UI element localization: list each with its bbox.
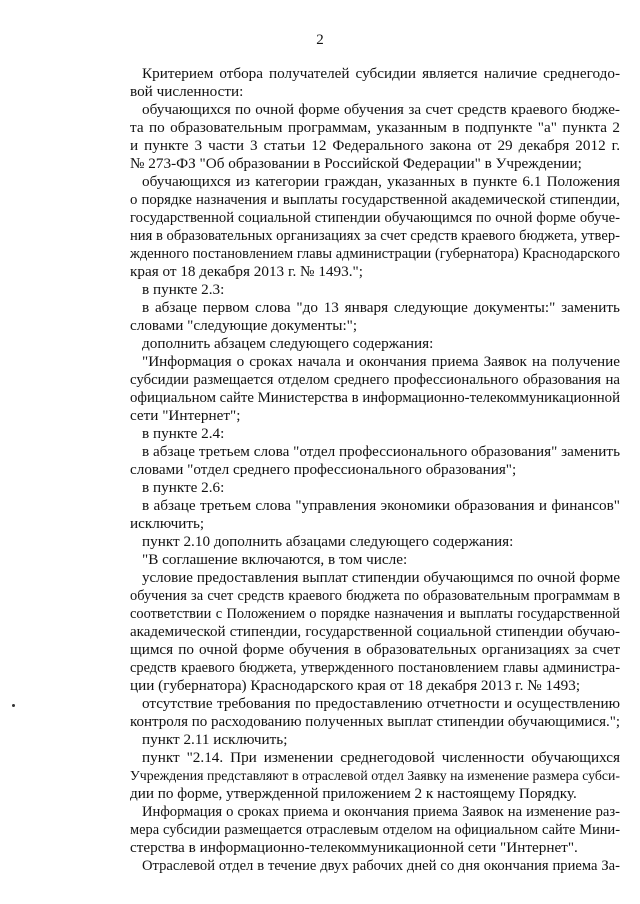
text-line: мера субсидии размещается отраслевым отделом на официальном сайте Мини- xyxy=(130,822,620,838)
text-line: словами "отдел среднего профессионального образования"; xyxy=(130,461,517,478)
text-line: дополнить абзацем следующего содержания: xyxy=(142,335,434,352)
text-line: исключить; xyxy=(130,515,205,532)
text-line: обучающихся по очной форме обучения за счет средств краевого бюдже- xyxy=(142,101,620,118)
text-line: обучения за счет средств краевого бюджета по образовательным программам в xyxy=(130,588,620,604)
page-number: 2 xyxy=(316,32,324,48)
text-line: пункт 2.10 дополнить абзацами следующего содержания: xyxy=(142,533,514,550)
text-line: Критерием отбора получателей субсидии является наличие среднегодо- xyxy=(142,65,620,82)
text-line: Информация о сроках приема и окончания приема Заявок на изменение раз- xyxy=(142,804,620,820)
text-line: средств краевого бюджета, утвержденного постановлением главы администра- xyxy=(130,660,620,676)
text-line: края от 18 декабря 2013 г. № 1493."; xyxy=(130,263,363,280)
text-line: соответствии с Положением о порядке назначения и выплаты государственной xyxy=(130,606,620,622)
text-line: № 273-ФЗ "Об образовании в Российской Федерации" в Учреждении; xyxy=(130,155,582,172)
text-line: жденного постановлением главы администрации (губернатора) Краснодарского xyxy=(130,246,620,262)
text-line: в пункте 2.4: xyxy=(142,425,225,442)
text-line: Учреждения представляют в отраслевой отдел Заявку на изменение размера субси- xyxy=(130,768,620,783)
text-line: "Информация о сроках начала и окончания приема Заявок на получение xyxy=(142,353,620,370)
text-line: в пункте 2.3: xyxy=(142,281,225,298)
text-line: контроля по расходованию полученных выплат стипендии обучающимися."; xyxy=(130,714,621,730)
text-line: "В соглашение включаются, в том числе: xyxy=(142,551,408,568)
text-line: ния в образовательных организациях за счет средств краевого бюджета, утвер- xyxy=(130,228,620,244)
text-line: государственной социальной стипендии обучающимся по очной форме обуче- xyxy=(130,210,620,226)
text-line: обучающихся из категории граждан, указанных в пункте 6.1 Положения xyxy=(142,173,620,190)
text-line: в пункте 2.6: xyxy=(142,479,225,496)
text-line: пункт "2.14. При изменении среднегодовой численности обучающихся xyxy=(142,749,620,766)
text-line: и пункте 3 части 3 статьи 12 Федерального закона от 29 декабря 2012 г. xyxy=(130,137,620,154)
text-line: в абзаце первом слова "до 13 января следующие документы:" заменить xyxy=(142,299,620,316)
text-line: вой численности: xyxy=(130,83,244,100)
margin-mark xyxy=(12,704,15,707)
text-line: Отраслевой отдел в течение двух рабочих дней со дня окончания приема За- xyxy=(142,858,620,874)
text-line: условие предоставления выплат стипендии обучающимся по очной форме xyxy=(142,570,620,586)
text-line: стерства в информационно-телекоммуникационной сети "Интернет". xyxy=(130,839,578,856)
text-line: словами "следующие документы:"; xyxy=(130,317,358,334)
text-line: о порядке назначения и выплаты государственной академической стипендии, xyxy=(130,192,620,208)
text-line: ции (губернатора) Краснодарского края от 18 декабря 2013 г. № 1493; xyxy=(130,677,581,694)
text-line: пункт 2.11 исключить; xyxy=(142,731,288,748)
text-line: официальном сайте Министерства в информационно-телекоммуникационной xyxy=(130,390,620,406)
text-line: щимся по очной форме обучения в образовательных организациях за счет xyxy=(130,641,620,658)
text-line: отсутствие требования по предоставлению отчетности и осуществлению xyxy=(142,695,620,712)
text-line: в абзаце третьем слова "управления экономики образования и финансов" xyxy=(142,497,620,514)
text-line: дии по форме, утвержденной приложением 2 к настоящему Порядку. xyxy=(130,785,577,802)
text-line: академической стипендии, государственной социальной стипендии обучаю- xyxy=(130,624,620,640)
text-line: та по образовательным программам, указанным в подпункте "а" пункта 2 xyxy=(130,119,620,136)
text-line: сети "Интернет"; xyxy=(130,407,241,424)
text-line: субсидии размещается отделом среднего профессионального образования на xyxy=(130,372,620,388)
text-line: в абзаце третьем слова "отдел профессионального образования" заменить xyxy=(142,443,620,460)
